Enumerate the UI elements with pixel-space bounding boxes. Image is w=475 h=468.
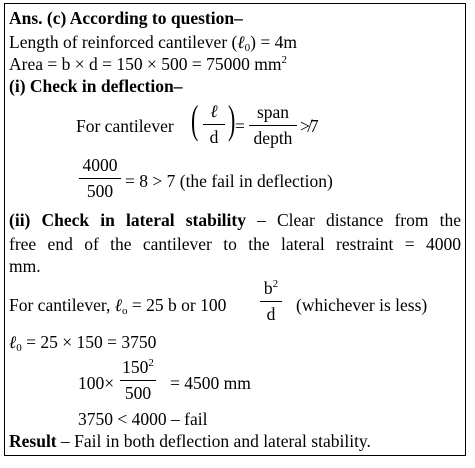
result-label: Result: [9, 431, 57, 451]
lateral-calc-2-numerator: [120, 359, 156, 380]
lateral-calc-1: [9, 333, 156, 352]
answer-heading: Ans. (c) According to question–: [9, 8, 243, 28]
area-line: [9, 55, 287, 74]
deflection-numerator: 4000: [82, 155, 118, 175]
depth-label: depth: [253, 127, 293, 148]
result-line: [9, 432, 371, 451]
d-denominator: d: [266, 303, 276, 324]
ell-symbol: ℓ: [114, 295, 123, 315]
lateral-rule-suffix: (whichever is less): [296, 295, 428, 315]
numerator-sup: 2: [148, 357, 154, 369]
ell-numerator: ℓ: [210, 101, 218, 121]
ell-subscript: o: [122, 305, 128, 317]
b2-over-d-fraction: [260, 280, 282, 323]
b-sup: 2: [272, 278, 279, 290]
deflection-result: = 8 > 7 (the fail in deflection): [125, 171, 333, 191]
ell-symbol: ℓ: [237, 32, 245, 52]
lateral-rule-mid: = 25 b or 100: [131, 295, 227, 315]
compare-line: 3750 < 4000 – fail: [78, 409, 208, 429]
deflection-equals: =: [235, 116, 245, 136]
b-numerator: [260, 280, 282, 301]
area-text: Area = b × d = 150 × 500 = 75000 mm: [9, 54, 282, 74]
deflection-prefix: For cantilever: [76, 116, 174, 136]
d-denominator: d: [209, 126, 219, 147]
lateral-rule-line: [9, 296, 226, 315]
ell-subscript: 0: [16, 342, 22, 354]
length-suffix: ) = 4m: [250, 32, 297, 52]
lateral-calc-2-denominator: 500: [124, 382, 152, 403]
numerator-value: 150: [122, 357, 149, 377]
lateral-line-1-rest: – Clear distance from the: [245, 210, 461, 230]
ell-symbol: ℓ: [9, 332, 17, 352]
right-paren: ): [227, 97, 236, 142]
deflection-fraction: [79, 157, 121, 200]
lateral-calc-2-result: = 4500 mm: [170, 373, 251, 393]
result-text: – Fail in both deflection and lateral stability.: [56, 431, 371, 451]
lateral-line-2: free end of the cantilever to the lateral restraint = 4000: [9, 234, 461, 254]
span-depth-fraction: [249, 104, 297, 147]
lateral-calc-2-fraction: [120, 359, 156, 402]
check-lateral-heading: (ii) Check in lateral stability: [9, 210, 246, 230]
deflection-denominator: 500: [86, 180, 114, 201]
ell-over-d-fraction: [203, 103, 225, 146]
ell-subscript: 0: [244, 42, 251, 54]
lateral-calc-2-prefix: 100×: [78, 373, 115, 393]
not-greater-seven: ≯7: [300, 116, 319, 136]
lateral-line-3: mm.: [9, 256, 41, 276]
lateral-line-1: [9, 210, 461, 231]
lateral-rule-prefix: For cantilever,: [9, 295, 111, 315]
span-label: span: [256, 102, 290, 122]
area-unit-sup: 2: [281, 54, 287, 66]
length-prefix: Length of reinforced cantilever (: [9, 32, 238, 52]
left-paren: (: [190, 97, 199, 142]
lateral-calc-1-text: = 25 × 150 = 3750: [26, 332, 157, 352]
length-line: [9, 33, 297, 52]
b-symbol: b: [263, 278, 273, 298]
check-deflection-heading: (i) Check in deflection–: [9, 76, 183, 96]
